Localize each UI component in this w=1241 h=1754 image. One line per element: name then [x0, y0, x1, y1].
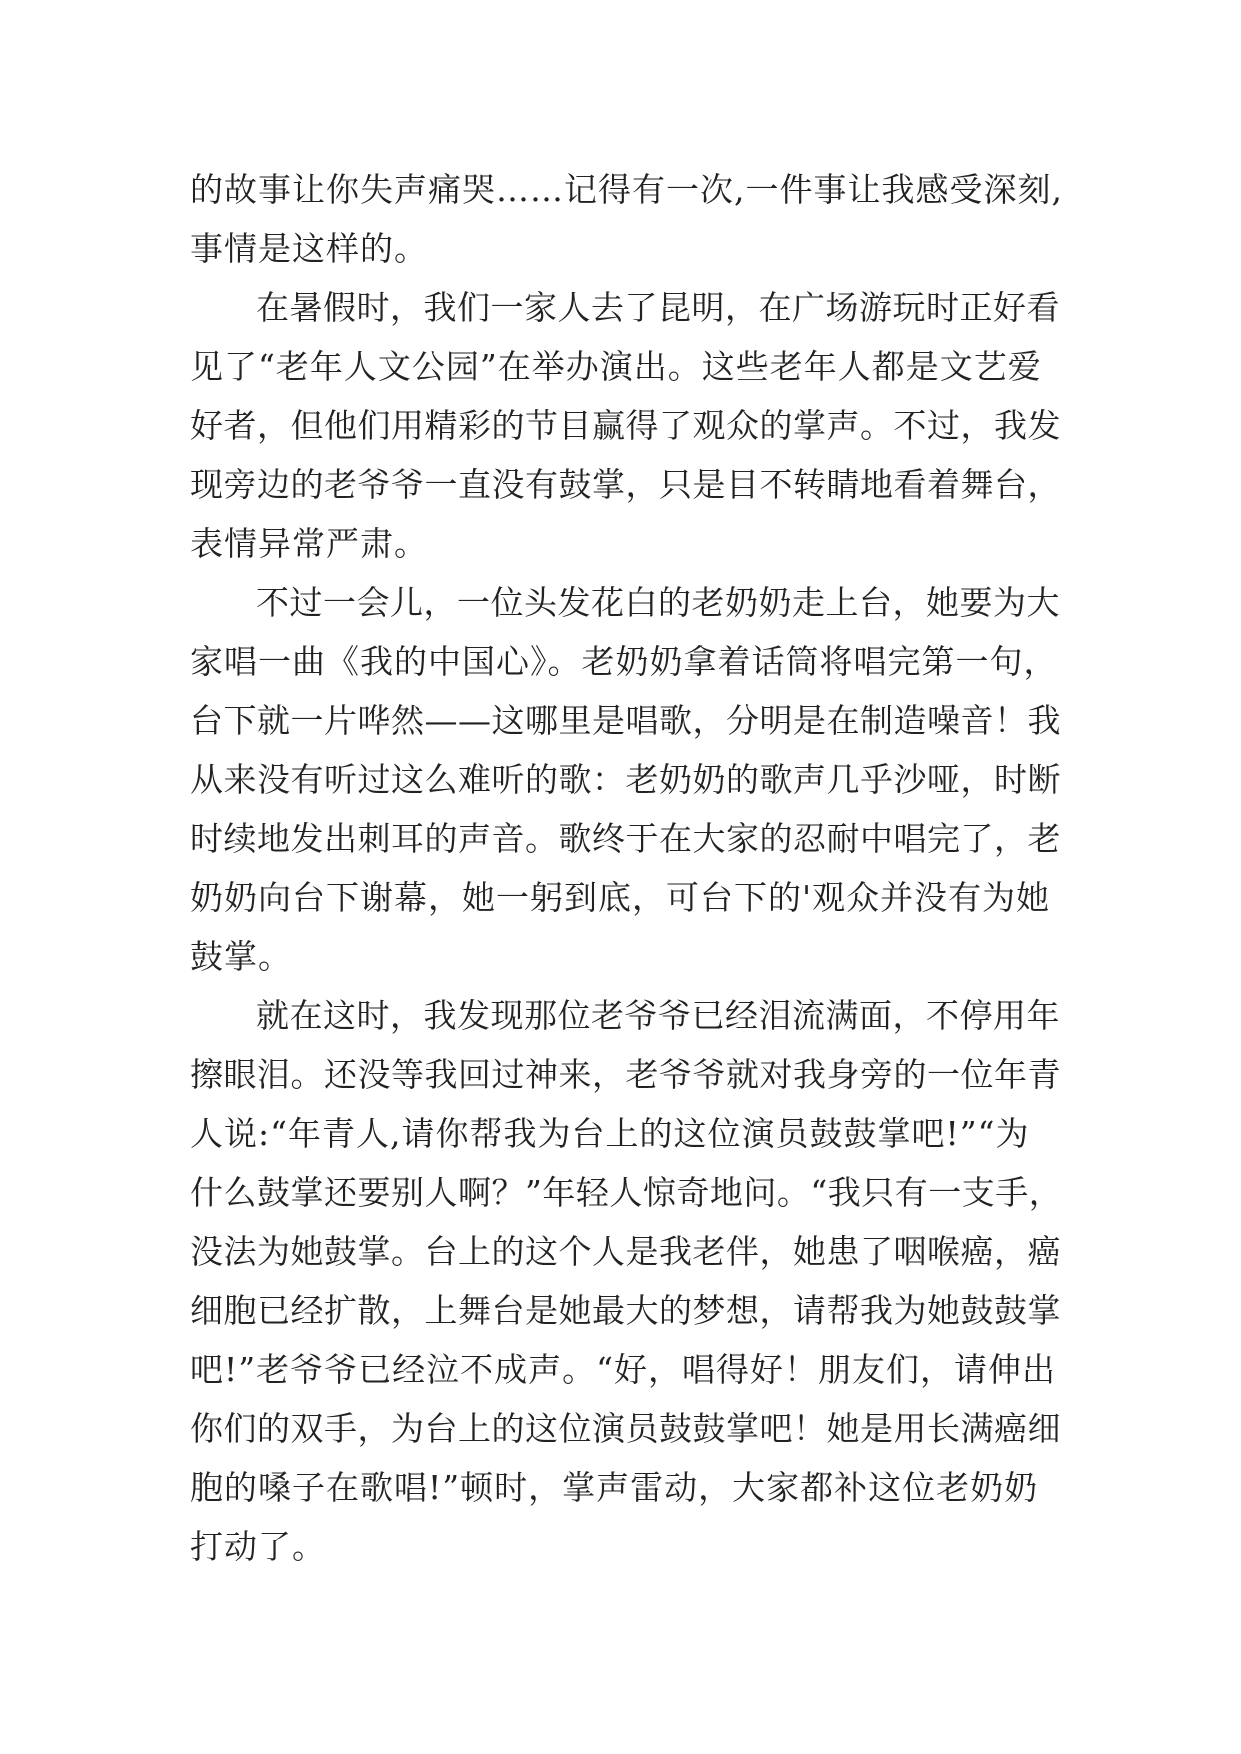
text-line: 从来没有听过这么难听的歌：老奶奶的歌声几乎沙哑，时断: [190, 760, 1061, 799]
text-line: 表情异常严肃。: [190, 524, 428, 563]
text-line: 胞的嗓子在歌唱!”顿时，掌声雷动，大家都补这位老奶奶: [190, 1468, 1039, 1507]
text-line: 奶奶向台下谢幕，她一躬到底，可台下的'观众并没有为她: [190, 878, 1051, 917]
text-line: 擦眼泪。还没等我回过神来，老爷爷就对我身旁的一位年青: [190, 1055, 1061, 1094]
text-line: 鼓掌。: [190, 937, 292, 976]
text-line: 就在这时，我发现那位老爷爷已经泪流满面，不停用年: [256, 996, 1060, 1035]
text-line: 不过一会儿，一位头发花白的老奶奶走上台，她要为大: [256, 583, 1060, 622]
text-line: 没法为她鼓掌。台上的这个人是我老伴，她患了咽喉癌，癌: [190, 1232, 1061, 1271]
text-line: 事情是这样的。: [190, 229, 428, 268]
paragraph-1: [190, 160, 1070, 278]
text-line: 吧!”老爷爷已经泣不成声。“好，唱得好！朋友们，请伸出: [190, 1350, 1057, 1389]
text-line: 的故事让你失声痛哭……记得有一次,一件事让我感受深刻,: [190, 170, 1063, 209]
text-line: 你们的双手，为台上的这位演员鼓鼓掌吧！她是用长满癌细: [190, 1409, 1061, 1448]
text-line: 什么鼓掌还要别人啊？”年轻人惊奇地问。“我只有一支手，: [190, 1173, 1063, 1212]
text-line: 台下就一片哗然——这哪里是唱歌，分明是在制造噪音！我: [190, 701, 1061, 740]
paragraph-4: [190, 986, 1070, 1576]
text-line: 在暑假时，我们一家人去了昆明，在广场游玩时正好看: [256, 288, 1060, 327]
text-line: 时续地发出刺耳的声音。歌终于在大家的忍耐中唱完了，老: [190, 819, 1061, 858]
text-line: 人说:“年青人,请你帮我为台上的这位演员鼓鼓掌吧!”“为: [190, 1114, 1030, 1153]
text-line: 现旁边的老爷爷一直没有鼓掌，只是目不转睛地看着舞台，: [190, 465, 1061, 504]
text-line: 家唱一曲《我的中国心》。老奶奶拿着话筒将唱完第一句，: [190, 642, 1058, 681]
story-text: [190, 160, 1070, 1576]
text-line: 细胞已经扩散，上舞台是她最大的梦想，请帮我为她鼓鼓掌: [190, 1291, 1061, 1330]
paragraph-2: [190, 278, 1070, 573]
paragraph-3: [190, 573, 1070, 986]
text-line: 打动了。: [190, 1527, 326, 1566]
text-line: 好者，但他们用精彩的节目赢得了观众的掌声。不过，我发: [190, 406, 1061, 445]
text-line: 见了“老年人文公园”在举办演出。这些老年人都是文艺爱: [190, 347, 1042, 386]
